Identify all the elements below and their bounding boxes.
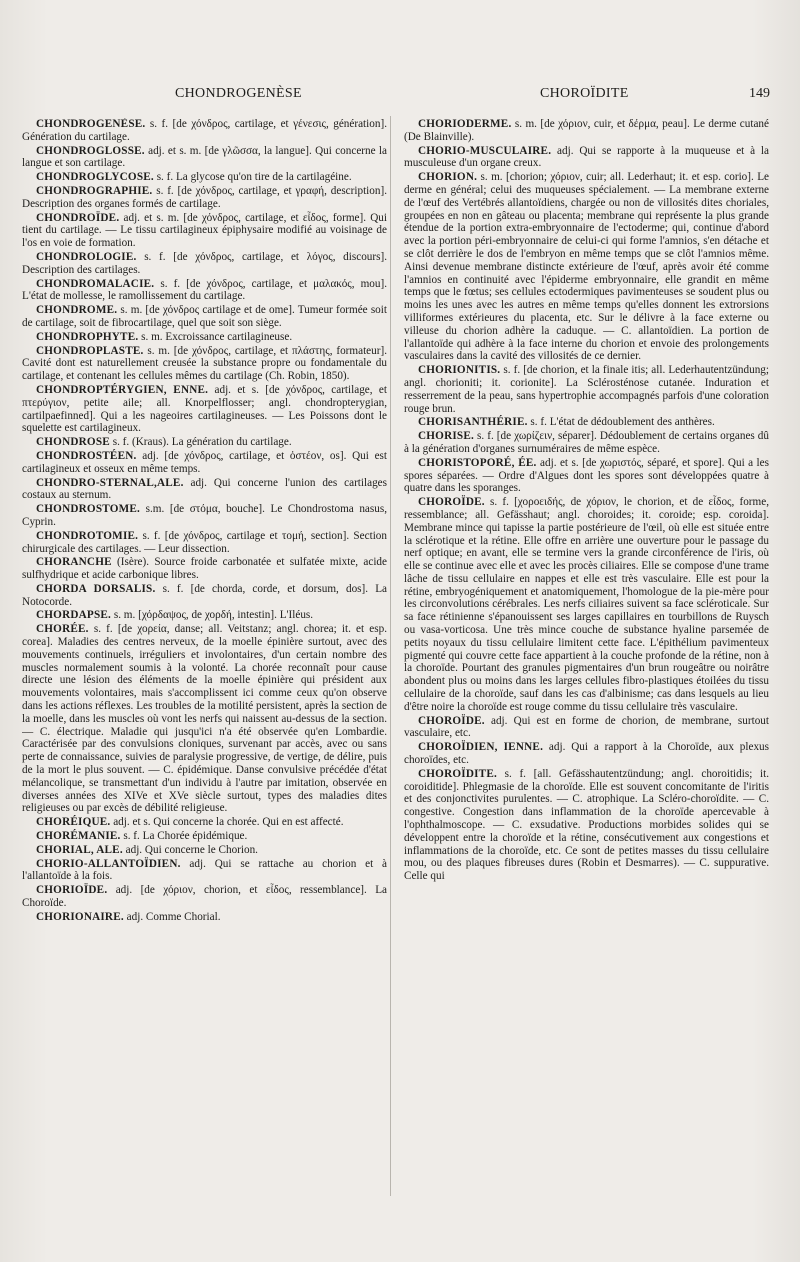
dictionary-entry [22,278,387,304]
entry-definition: s. f. (Kraus). La génération du cartilage. [109,436,292,449]
entry-headword: CHORIAL, ALE. [36,843,123,856]
entry-definition: adj. et s. [de χόνδρος, cartilage, et πτερύγιον, petite aile; all. Knorpelflosser; angl. chondropterygian, cartilpaefinned]. Qui a les nageoires cartilagineuses. — Les Poissons dont le squelette est cartilagineux. [22,383,387,435]
entry-headword: CHOROÏDE. [418,496,485,509]
entry-definition: adj. Qui est en forme de chorion, de membrane, surtout vasculaire, etc. [404,714,769,740]
entry-definition: adj. et s. m. [de γλῶσσα, la langue]. Qui concerne la langue et son cartilage. [22,144,387,170]
dictionary-entry [22,304,387,330]
entry-definition: s. m. [chorion; χόριον, cuir; all. Lederhaut; it. et esp. corio]. Le derme en général; celui des muqueuses spécialement. — La membrane externe de l'œuf des Vertébrés allantoïdiens, chargée ou non de villosités dites choriales, groupées en non en gâteau ou placenta; membrane qui représente la plus grande étendue de la portion extra-embryonnaire de l'ectoderme; qui, continue d'abord avec la portion péri-embryonnaire de celui-ci qui forme l'amnios, s'en détache et se clôt derrière le dos de l'embryon en même temps que se clôt l'amnios même. Ainsi devenue membrane distincte extérieure de l'œuf, après avoir été comme l'amnios en continuité avec l'épiderme embryonnaire, elle grandit en même temps que le fœtus; ses cellules ectodermiques pavimenteuses se soudent plus ou moins les unes avec les autres en même temps qu'elles donnent les extrorsions villiformes extérieures du placenta, etc. Sur le délivre à la face externe ou villeuse du chorion adhère la caduque. — C. allantoïdien. La portion de l'allantoïde qui adhère à la face interne du chorion et envoie des prolongements vasculaires dans la cavité des villosités de ce dernier. [404,171,769,363]
dictionary-entry [404,416,769,429]
entry-definition: adj. Qui se rattache au chorion et à l'allantoïde à la fois. [22,857,387,883]
dictionary-entry [22,609,387,622]
dictionary-entry [22,830,387,843]
dictionary-entry [22,884,387,910]
entry-headword: CHONDROGENÈSE. [36,118,146,130]
dictionary-entry [404,145,769,171]
dictionary-entry [22,251,387,277]
entry-headword: CHONDROÏDE. [36,211,120,224]
entry-headword: CHOROÏDE. [418,714,485,727]
dictionary-entry [22,145,387,171]
dictionary-entry [22,530,387,556]
entry-headword: CHONDRO-STERNAL,ALE. [36,476,184,489]
entry-definition: adj. Comme Chorial. [123,910,221,923]
dictionary-entry [404,364,769,415]
dictionary-entry [404,171,769,363]
dictionary-entry [404,768,769,883]
entry-definition: adj. Qui concerne l'union des cartilages costaux au sternum. [22,476,387,502]
dictionary-entry [22,171,387,184]
entry-headword: CHORIO-MUSCULAIRE. [418,144,552,157]
entry-headword: CHONDROGLYCOSE. [36,171,154,184]
dictionary-entry [22,477,387,503]
dictionary-entry [404,457,769,495]
dictionary-entry [404,741,769,767]
right-column [404,118,769,1203]
dictionary-entry [404,496,769,714]
entry-headword: CHONDROSTÉEN. [36,449,137,462]
entry-definition: s. f. L'état de dédoublement des anthères. [527,416,715,429]
dictionary-entry [22,450,387,476]
dictionary-entry [22,556,387,582]
column-divider [390,116,391,1196]
dictionary-entry [22,331,387,344]
dictionary-entry [22,816,387,829]
entry-definition: s. f. [de χόνδρος, cartilage, et μαλακός, mou]. L'état de mollesse, le ramollissement du cartilage. [22,277,387,303]
entry-definition: adj. Qui a rapport à la Choroïde, aux plexus choroïdes, etc. [404,741,769,767]
entry-definition: s. f. [de χωρίζειν, séparer]. Dédoublement de certains organes dû à la génération d'organes surnuméraires de même espèce. [404,430,769,455]
entry-headword: CHORIOÏDE. [36,884,108,897]
left-column [22,118,387,1203]
entry-definition: adj. Qui concerne le Chorion. [122,843,258,856]
entry-headword: CHOROÏDIEN, IENNE. [418,741,544,754]
entry-headword: CHONDROGRAPHIE. [36,184,153,197]
page-number: 149 [749,86,770,101]
entry-headword: CHORIONAIRE. [36,910,124,923]
entry-definition: s. m. [de χόνδρος, cartilage, et πλάστης, formateur]. Cavité dont est naturellement creusée la substance propre ou fondamentale du cartilage, et contenant les cellules mêmes du cartilage (Ch. Robin, 1850). [22,344,387,383]
entry-definition: adj. [de χόριον, chorion, et εἶδος, ressemblance]. La Choroïde. [22,884,387,910]
entry-headword: CHONDROPHYTE. [36,330,139,343]
entry-headword: CHONDROPLASTE. [36,344,144,357]
entry-definition: s. f. [de χόνδρος, cartilage, et γραφή, description]. Description des organes formés de cartilage. [22,184,387,210]
running-header [20,86,780,106]
dictionary-entry [22,503,387,529]
entry-headword: CHORIO-ALLANTOÏDIEN. [36,857,181,870]
entry-headword: CHONDROPTÉRYGIEN, ENNE. [36,383,209,396]
entry-definition: (Isère). Source froide carbonatée et sulfatée mixte, acide sulfhydrique et acide carbonique libres. [22,556,387,582]
entry-definition: adj. Qui se rapporte à la muqueuse et à la musculeuse d'un organe creux. [404,144,769,170]
dictionary-entry [22,384,387,435]
dictionary-entry [22,844,387,857]
dictionary-entry [404,430,769,456]
entry-definition: s. f. [de chorion, et la finale itis; all. Lederhautentzündung; angl. chorioniti; it. corionite]. La Sclérosténose cutanée. Induration et resserrement de la peau, sans hypertrophie accompagnés parfois d'une coloration rouge brun. [404,364,769,415]
dictionary-entry [22,185,387,211]
entry-headword: CHORISTOPORÉ, ÉE. [418,456,537,469]
dictionary-entry [22,345,387,383]
dictionary-entry [404,118,769,144]
entry-headword: CHORÉE. [36,623,89,636]
entry-headword: CHONDROLOGIE. [36,250,137,263]
entry-definition: s. m. [de χόριον, cuir, et δέρμα, peau]. Le derme cutané (De Blainville). [404,118,769,143]
dictionary-entry [22,118,387,144]
entry-headword: CHORISE. [418,430,474,443]
entry-headword: CHORÉIQUE. [36,816,111,829]
entry-definition: s. f. [de χόνδρος, cartilage et τομή, section]. Section chirurgicale des cartilages. — Leur dissection. [22,529,387,555]
entry-headword: CHONDROMALACIE. [36,277,155,290]
entry-definition: s. m. [de χόνδρος cartilage et de ome]. Tumeur formée soit de cartilage, soit de fibrocartilage, quel que soit son siège. [22,304,387,329]
entry-headword: CHORISANTHÉRIE. [418,416,528,429]
entry-definition: s. m. [χόρδαψος, de χορδή, intestin]. L'Iléus. [111,609,314,622]
entry-definition: s. m. Excroissance cartilagineuse. [138,330,293,343]
entry-definition: s. f. La glycose qu'on tire de la cartilagéine. [153,171,352,184]
entry-definition: adj. [de χόνδρος, cartilage, et ὀστέον, os]. Qui est cartilagineux et osseux en même temps. [22,449,387,475]
entry-definition: adj. et s. m. [de χόνδρος, cartilage, et εἶδος, forme]. Qui tient du cartilage. — Le tissu cartilagineux épiphysaire modifié au voisinage de l'os en voie de formation. [22,211,387,250]
entry-definition: s. f. [de χορεία, danse; all. Veitstanz; angl. chorea; it. et esp. corea]. Maladies des centres nerveux, de la moelle épinière surtout, avec des mouvements continuels, irréguliers et involontaires, d'un certain nombre des muscles normalement soumis à la volonté. La chorée reconnaît pour cause directe une lésion des éléments de la moelle épinière qui président aux mouvements volontaires, mais s'accomplissent ici comme ceux qu'on observe dans les actions réflexes. Les troubles de la motilité persistent, après la section de la moelle, dans les muscles où vont les nerfs qui naissent au-dessus de la section. — C. électrique. Maladie qui jusqu'ici n'a été observée qu'en Lombardie. Caractérisée par des convulsions cloniques, survenant par accès, avec ou sans perte de connaissance, suivies de paralysie progressive, de vertige, de délire, puis de la mort le plus souvent. — C. épidémique. Danse convulsive précédée d'état mélancolique, se transmettant d'un individu à l'autre par imitation, observée en diverses années des XIVe et XVe siècle surtout, types des maladies dites religieuses ou par excès de débilité religieuse. [22,623,387,815]
dictionary-entry [404,715,769,741]
dictionary-entry [22,212,387,250]
entry-definition: s. f. [all. Gefässhautentzündung; angl. choroitidis; it. coroiditide]. Phlegmasie de la choroïde. Elle est souvent concomitante de l'iritis et des conjonctivites purulentes. — C. atrophique. La Scléro-choroïdite. — C. congestive. Congestion dans inflammation de la choroïde apercevable à l'ophthalmoscope. — C. exsudative. Productions morbides solides qui se développent entre la choroïde et la rétine, consécutivement aux congestions et inflammations de la choroïde, etc. Ce sont de petites masses du tissu cellulaire mou, ou des plaques fibreuses dures (Robin et Desmarres). — C. suppurative. Celle qui [404,767,769,883]
entry-headword: CHORDAPSE. [36,609,112,622]
entry-headword: CHONDROSE [36,436,110,449]
entry-headword: CHONDROTOMIE. [36,529,139,542]
running-head-right: CHOROÏDITE [540,86,629,101]
entry-headword: CHONDROGLOSSE. [36,144,145,157]
entry-definition: s. f. La Chorée épidémique. [120,830,248,843]
entry-headword: CHORDA DORSALIS. [36,582,156,595]
dictionary-entry [22,583,387,609]
entry-headword: CHONDROSTOME. [36,503,141,516]
entry-definition: s. f. [de χόνδρος, cartilage, et λόγος, discours]. Description des cartilages. [22,250,387,276]
entry-definition: s. f. [χοροειδής, de χόριον, le chorion, et de εἶδος, forme, ressemblance; all. Gefässhaut; angl. choroides; it. coroide; esp. coroida]. Membrane mince qui tapisse la partie postérieure de l'œil, où elle est située entre la sclérotique et la rétine. Elle offre en arrière une ouverture pour le passage du nerf optique; en avant, elle se termine vers la grande circonférence de l'iris, où elle se continue avec elle et avec les procès ciliaires. Elle se compose d'une trame lâche de tissu cellulaire en nappes et elle est très vasculaire. Elle est pour la rétine, embryogéniquement et anatomiquement, l'homologue de la pie-mère pour les circonvolutions cérébrales. Les nerfs ciliaires suivent sa face scléroticale. Sur sa face rétinienne s'épanouissent ses larges capillaires en tourbillons de Ruysch ou vasa-vorticosa. Une très mince couche de substance hyaline parsemée de petits noyaux du tissu cellulaire limitent cette face. L'épithélium pavimenteux pigmenté qui couvre cette face appartient à la couche profonde de la rétine, non à la choroïde. Pourtant des granules pigmentaires d'un brun rougeâtre ou noirâtre abondent plus ou moins dans les larges cellules fibro-plastiques étoilées du tissu cellulaire de la choroïde, sauf dans les cas d'albinisme; cas dans lesquels au lieu d'être noire la choroïde est rouge comme du tissu cellulaire très vasculaire. [404,496,769,713]
dictionary-entry [22,436,387,449]
entry-definition: adj. et s. Qui concerne la chorée. Qui en est affecté. [110,816,344,829]
dictionary-entry [22,911,387,924]
dictionary-entry [22,858,387,884]
entry-headword: CHOROÏDITE. [418,767,497,780]
dictionary-entry [22,623,387,815]
entry-headword: CHORIONITIS. [418,364,501,377]
entry-definition: s. f. [de χόνδρος, cartilage, et γένεσις, génération]. Génération du cartilage. [22,118,387,143]
entry-definition: adj. et s. [de χωριστός, séparé, et spore]. Qui a les spores séparées. — Ordre d'Algues dont les spores sont développées quatre à quatre dans les sporanges. [404,456,769,495]
entry-definition: s. f. [de chorda, corde, et dorsum, dos]. La Notocorde. [22,582,387,608]
entry-headword: CHORION. [418,171,478,184]
entry-headword: CHORÉMANIE. [36,830,121,843]
running-head-left: CHONDROGENÈSE [175,86,302,101]
entry-definition: s.m. [de στόμα, bouche]. Le Chondrostoma nasus, Cyprin. [22,503,387,528]
entry-headword: CHORANCHE [36,556,112,569]
entry-headword: CHONDROME. [36,304,118,317]
entry-headword: CHORIODERME. [418,118,512,130]
